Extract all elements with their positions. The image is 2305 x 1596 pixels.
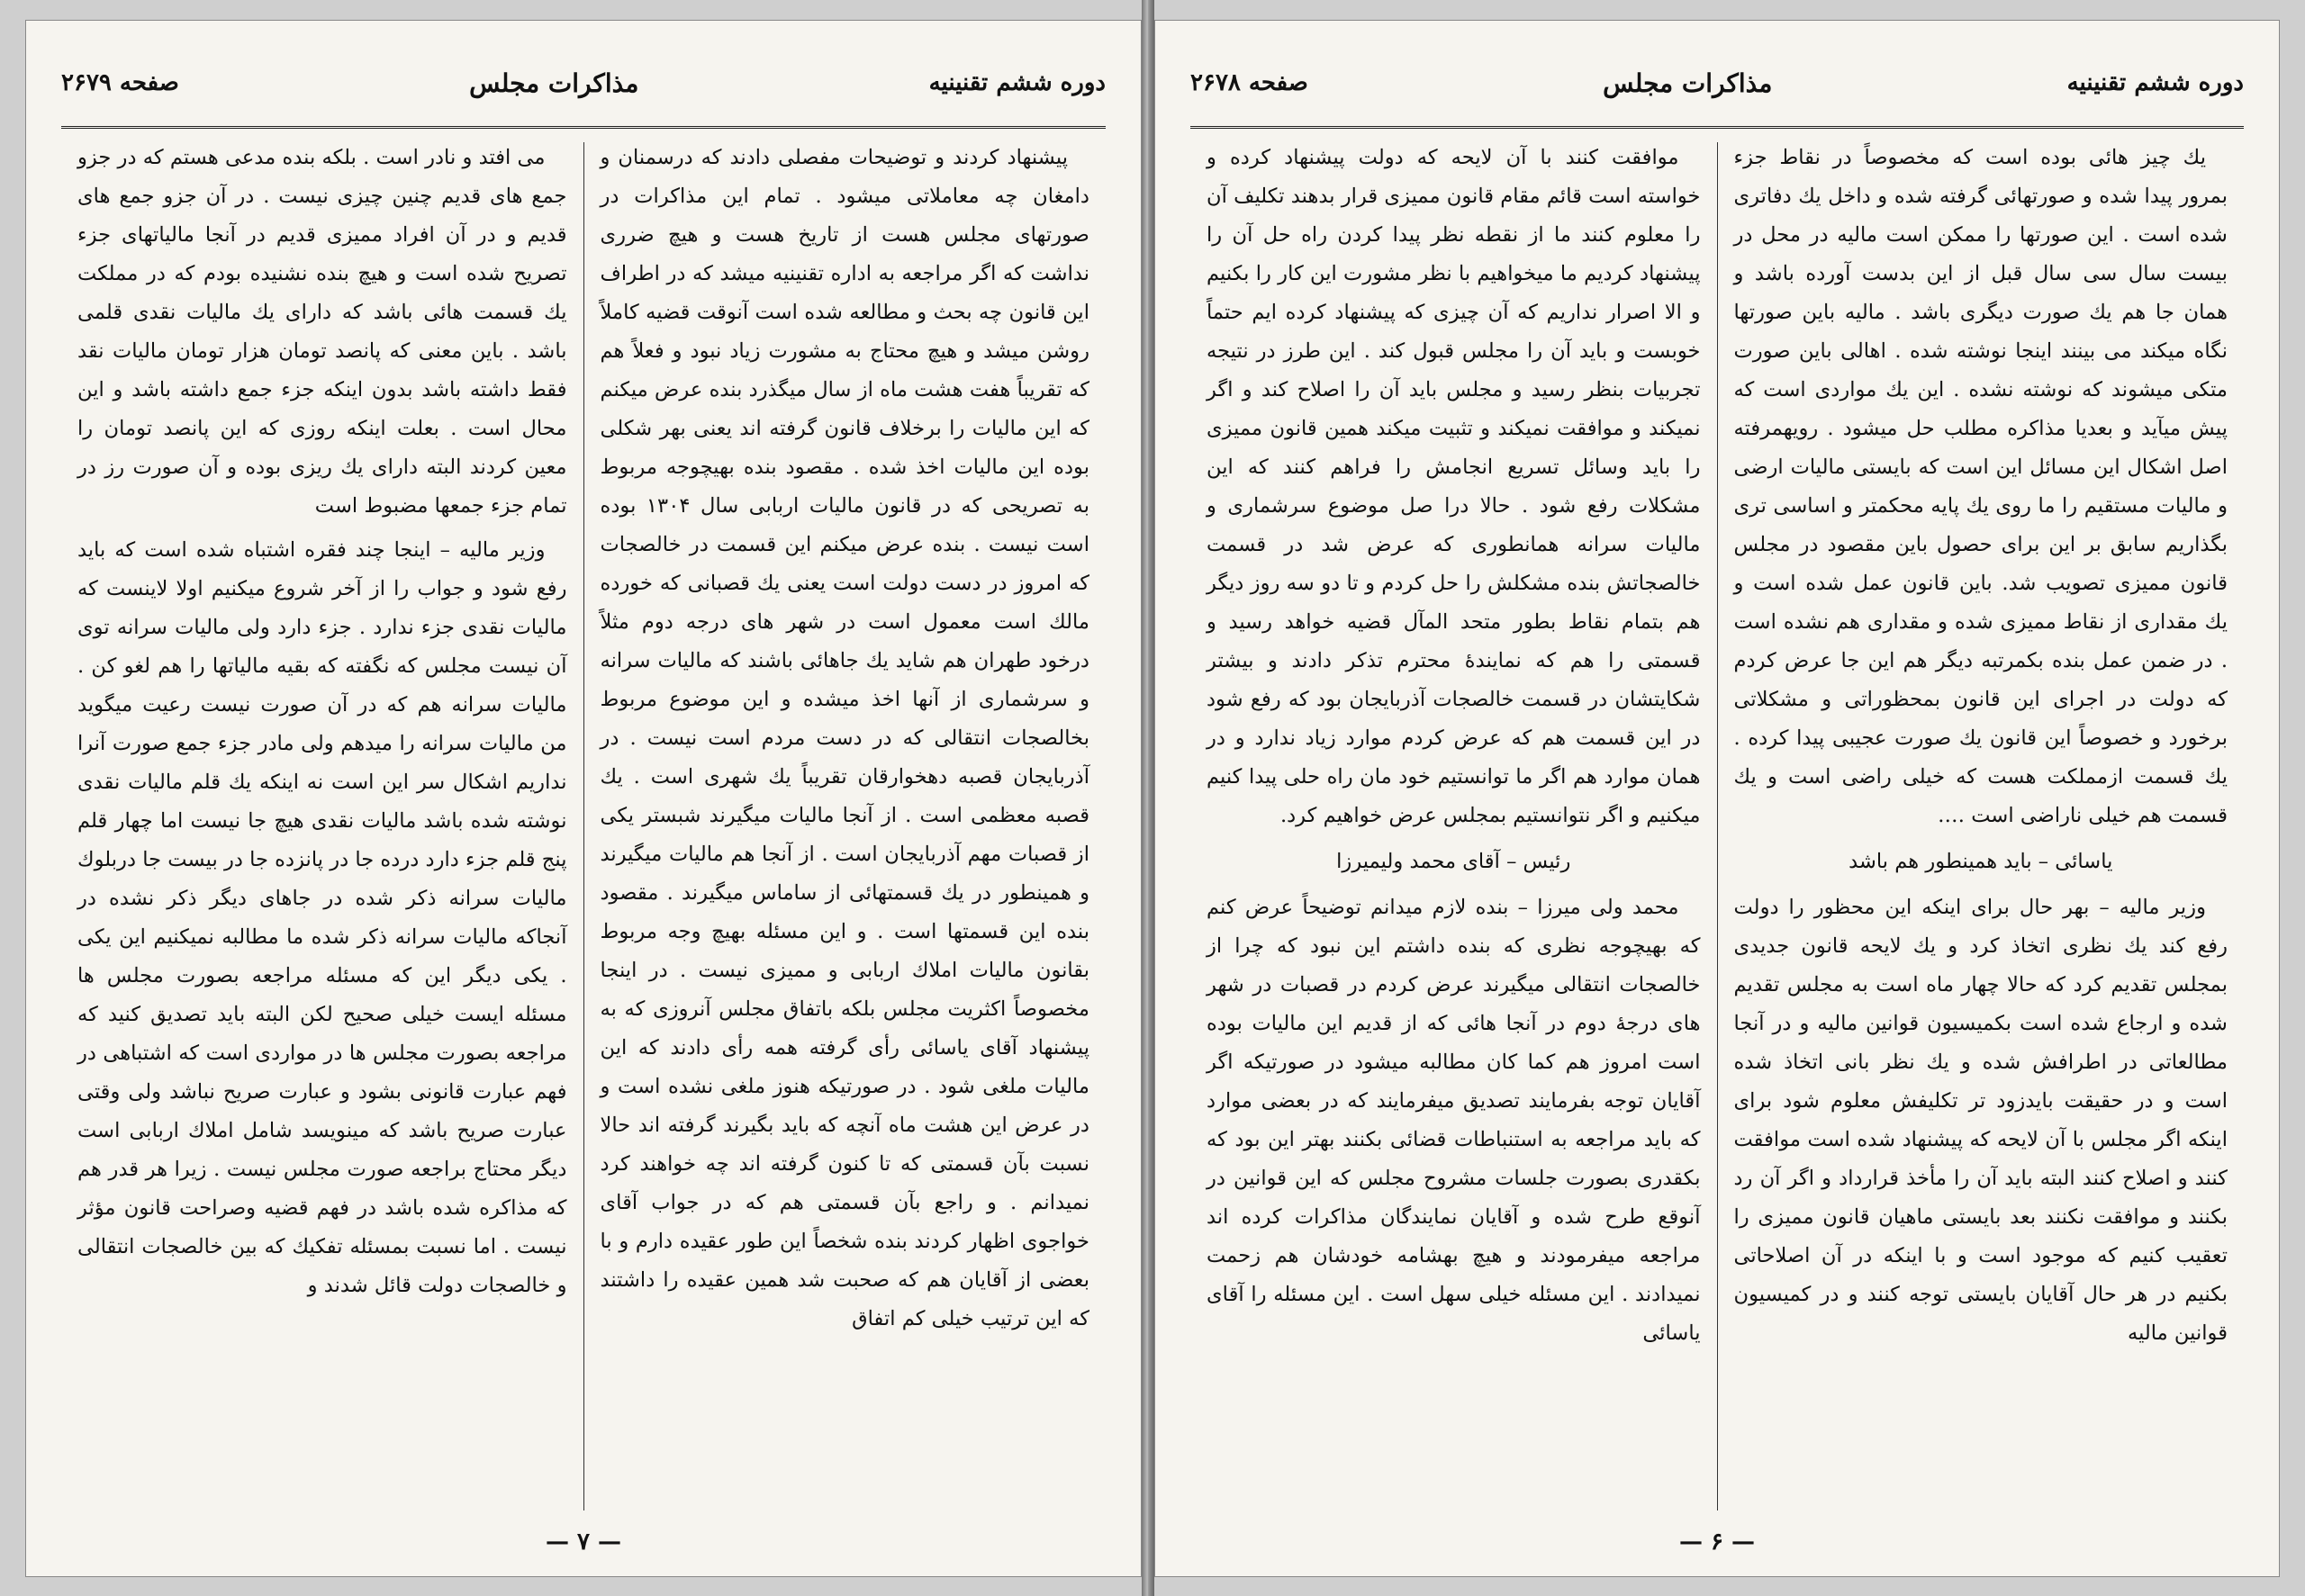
left-header-title: مذاکرات مجلس [469, 68, 639, 98]
paragraph: می افتد و نادر است . بلکه بنده مدعی هستم که در جزو جمع های قدیم چنین چیزی نیست . در آن جزو جمع های قدیم و در آن افراد ممیزی قدیم در آنجا مالیاتهای جزء تصریح شده است و هیچ بنده نشنیده بودم که در مملکت یك قسمت هائی باشد که دارای یك مالیات نقدی قلمی باشد . باین معنی که پانصد تومان هزار تومان مالیات نقد فقط داشته باشد بدون اینکه جزء جمع داشته باشد و این محال است . بعلت اینکه روزی که این پانصد تومان را معین کردند البته دارای یك ریزی بوده و آن صورت رز در تمام جزء جمعها مضبوط است [77, 146, 567, 518]
left-page-footer: — ۷ — [545, 1528, 622, 1555]
left-header-rule [61, 126, 1106, 129]
left-column-right [584, 139, 1107, 1514]
paragraph: محمد ولی میرزا – بنده لازم میدانم توضیحاً عرض کنم که بهیچوجه نظری که بنده داشتم این نبود که چرا از خالصجات انتقالی میگیرند عرض کردم در قصبات در شهر های درجهٔ دوم در آنجا هائی که از قدیم این مالیات بوده است امروز هم کما کان مطالبه میشود در صورتیکه اگر آقایان توجه بفرمایند تصدیق میفرمایند که در بعضی موارد که باید مراجعه به استنباطات قضائی بکنند بهتر این بود که بکقدری بصورت جلسات مشروح مجلس که این قوانین در آنوقع طرح شده و آقایان نمایندگان مذاکرات کرده اند مراجعه میفرمودند و هیچ بهشامه خودشان هم زحمت نمیدادند . این مسئله خیلی سهل است . این مسئله را آقای یاسائی [1207, 896, 1701, 1345]
paragraph: وزیر مالیه – بهر حال برای اینکه این محظور را دولت رفع کند یك نظری اتخاذ کرد و یك لایحه قانون جدیدی بمجلس تقدیم کرد که حالا چهار ماه است به مجلس تقدیم شده و ارجاع شده است بکمیسیون قوانین مالیه و در آنجا مطالعاتی در اطرافش شده و یك نظر بانی اتخاذ شده است و در حقیقت بایدزود تر تکلیفش معلوم شود برای اینکه اگر مجلس با آن لایحه که پیشنهاد شده است موافقت کنند و اصلاح کنند البته باید آن را مأخذ قرارداد و اگر آن رد بکنند و موافقت نکنند بعد بایستی ماهیان قانون ممیزی را تعقیب کنیم که موجود است و با اینکه در آن اصلاحاتی بکنیم در هر حال آقایان بایستی توجه کنند و در کمیسیون قوانین مالیه [1733, 896, 2228, 1345]
right-header-page-number: صفحه ۲۶۷۸ [1190, 69, 1308, 96]
left-header-page-number: صفحه ۲۶۷۹ [61, 69, 179, 96]
left-columns [61, 139, 1106, 1514]
book-gutter [1142, 0, 1154, 1596]
left-header-period: دوره ششم تقنینیه [928, 69, 1106, 96]
right-page [1154, 20, 2280, 1577]
speaker-line: رئیس – آقای محمد ولیمیرزا [1336, 850, 1571, 873]
left-page [25, 20, 1142, 1577]
right-column-right [1718, 139, 2245, 1514]
paragraph: موافقت کنند با آن لایحه که دولت پیشنهاد کرده و خواسته است قائم مقام قانون ممیزی قرار بدهند تکلیف آن را معلوم کنند ما از نقطه نظر پیدا کردن راه حل آن را پیشنهاد کردیم ما میخواهیم با نظر مشورت این کار را بکنیم و الا اصرار نداریم که آن چیزی که پیشنهاد کرده ایم حتماً خوبست و باید آن را مجلس قبول کند . این طرز در نتیجه تجربیات بنظر رسید و مجلس باید آن را اصلاح کند و اگر نمیکند و موافقت نمیکند و تثبیت میکند همین قانون ممیزی را باید وسائل تسریع انجامش را فراهم کنند که این مشکلات رفع شود . حالا درا صل موضوع سرشماری و مالیات سرانه همانطوری که عرض شد در قسمت خالصجاتش بنده مشکلش را حل کردم و تا دو سه روز دیگر هم بتمام نقاط بطور متحد المآل قضیه خواهد رسید و قسمتی را هم که نمایندهٔ محترم تذکر دادند و بیشتر شکایتشان در قسمت خالصجات آذربایجان بود که رفع شود در این قسمت هم که عرض کردم موارد زیاد ندارد و در همان موارد هم اگر ما توانستیم خود مان راه حلی پیدا کنیم میکنیم و اگر نتوانستیم بمجلس عرض خواهیم کرد. [1207, 146, 1701, 827]
right-header-period: دوره ششم تقنینیه [2066, 69, 2244, 96]
paragraph: وزیر مالیه – اینجا چند فقره اشتباه شده است که باید رفع شود و جواب را از آخر شروع میکنیم اولا لاینست که مالیات نقدی جزء ندارد . جزء دارد ولی مالیات سرانه توی آن نیست مجلس که نگفته که بقیه مالیاتها را هم لغو کن . مالیات سرانه هم که در آن صورت نیست رعیت میگوید من مالیات سرانه را میدهم ولی مادر جزء جمع صورت آنرا نداریم اشکال سر این است نه اینکه یك قلم مالیات نقدی نوشته شده باشد مالیات نقدی هیچ جا نیست اما چهار قلم پنج قلم جزء دارد درده جا در پانزده جا در بیست جا دربلوك مالیات سرانه ذکر شده در جاهای دیگر ذکر نشده در آنجاکه مالیات سرانه ذکر شده ما مطالبه نمیکنیم این یکی . یکی دیگر این که مسئله مراجعه بصورت مجلس ها مسئله ایست خیلی صحیح لکن البته باید تصدیق کنید که مراجعه بصورت مجلس ها در مواردی است که اشتباهی در فهم عبارت قانونی بشود و عبارت صریح نباشد ولی وقتی عبارت صریح باشد که مینویسد شامل املاك اربابی است دیگر محتاج براجعه صورت مجلس نیست . زیرا هر قدر هم که مذاکره شده باشد در فهم قضیه وصراحت قانون مؤثر نیست . اما نسبت بمسئله تفکیك که بین خالصجات انتقالی و خالصجات دولت قائل شدند و [77, 538, 567, 1297]
left-column-left [61, 139, 583, 1514]
right-page-footer: — ۶ — [1678, 1528, 1756, 1555]
speaker-line: یاسائی – باید همینطور هم باشد [1849, 850, 2113, 873]
right-page-header [1190, 56, 2244, 110]
right-column-left [1190, 139, 1717, 1514]
right-header-title: مذاکرات مجلس [1603, 68, 1773, 98]
paragraph: یك چیز هائی بوده است که مخصوصاً در نقاط جزء بمرور پیدا شده و صورتهائی گرفته شده و داخل یك دفاتری شده است . این صورتها را ممکن است مالیه در محل در بیست سال سی سال قبل از این بدست آورده باشد و همان جا هم یك صورت دیگری باشد . مالیه باین صورتها نگاه میکند می بینند اینجا نوشته شده . اهالی باین صورت متکی میشوند که نوشته نشده . این یك مواردی است که پیش میآید و بعدیا مذاکره مطلب حل میشود . رویهمرفته اصل اشکال این مسائل این است که بایستی مالیات ارضی و مالیات مستقیم را ما روی یك پایه محکمتر و اساسی تری بگذاریم سابق بر این برای حصول باین مقصود در مجلس قانون ممیزی تصویب شد. باین قانون عمل شده است و یك مقداری از نقاط ممیزی شده و مقداری هم نشده است . در ضمن عمل بنده بکمرتبه دیگر هم این جا عرض کردم که دولت در اجرای این قانون بمحظوراتی و مشکلاتی برخورد و خصوصاً این قانون یك صورت عجیبی پیدا کرده . یك قسمت ازمملکت هست که خیلی راضی است و یك قسمت هم خیلی ناراضی است …. [1733, 146, 2228, 827]
right-columns [1190, 139, 2244, 1514]
right-header-rule [1190, 126, 2244, 129]
left-page-header [61, 56, 1106, 110]
paragraph: پیشنهاد کردند و توضیحات مفصلی دادند که درسمنان و دامغان چه معاملاتی میشود . تمام این مذاکرات در صورتهای مجلس هست از تاریخ هست و هیچ ضرری نداشت که اگر مراجعه به اداره تقنینیه میشد که در اطراف این قانون چه بحث و مطالعه شده است آنوقت قضیه کاملاً روشن میشد و هیچ محتاج به مشورت زیاد نبود و فعلاً هم که تقریباً هفت هشت ماه از سال میگذرد بنده عرض میکنم که این مالیات را برخلاف قانون گرفته اند یعنی بهر شکلی بوده این مالیات اخذ شده . مقصود بنده بهیچوجه مربوط به تصریحی که در قانون مالیات اربابی سال ۱۳۰۴ بوده است نیست . بنده عرض میکنم این قسمت در خالصجات که امروز در دست دولت است یعنی یك قصبانی که خورده مالك است معمول است در شهر های درجه دوم مثلاً درخود طهران هم شاید یك جاهائی باشند که مالیات سرانه و سرشماری از آنها اخذ میشده و این موضوع مربوط بخالصجات انتقالی که در دست مردم است نیست . در آذربایجان قصبه دهخوارقان تقریباً یك شهری است . یك قصبه معظمی است . از آنجا مالیات میگیرند شبستر یکی از قصبات مهم آذربایجان است . از آنجا هم مالیات میگیرند و همینطور در یك قسمتهائی از ساماس میگیرند . مقصود بنده این قسمتها است . و این مسئله بهیچ وجه مربوط بقانون مالیات املاك اربابی و ممیزی نیست . در اینجا مخصوصاً اکثریت مجلس بلکه باتفاق مجلس آنروزی که به پیشنهاد آقای یاسائی رأی گرفته همه رأی دادند که این مالیات ملغی شود . در صورتیکه هنوز ملغی نشده است و در عرض این هشت ماه آنچه که باید بگیرند گرفته اند حالا نسبت بآن قسمتی که تا کنون گرفته اند چه خواهند کرد نمیدانم . و راجع بآن قسمتی هم که در جواب آقای خواجوی اظهار کردند بنده شخصاً این طور عقیده دارم و با بعضی از آقایان هم که صحبت شد همین عقیده را داشتند که این ترتیب خیلی کم اتفاق [600, 146, 1089, 1330]
